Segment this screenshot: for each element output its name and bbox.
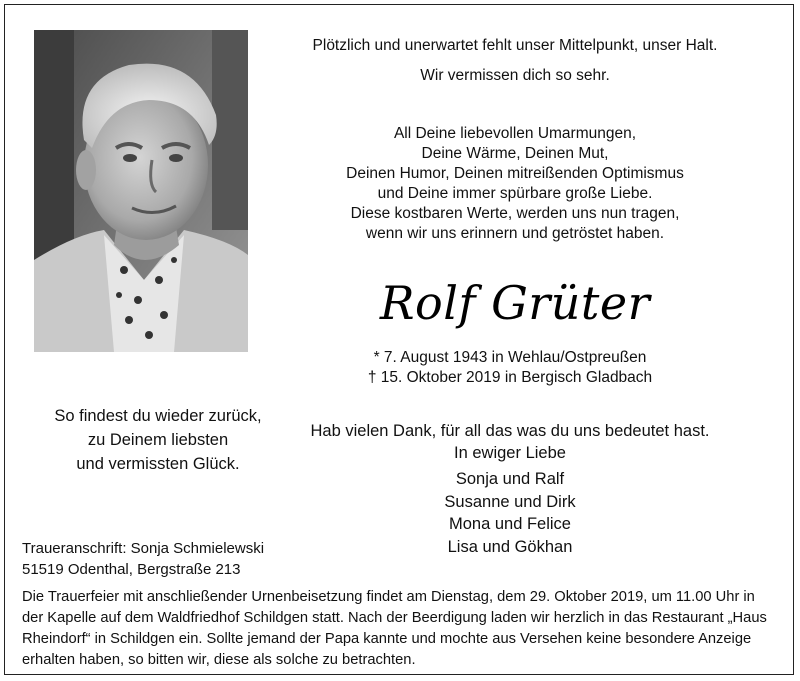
- mourning-address: [22, 538, 264, 580]
- portrait-illustration: [34, 30, 248, 352]
- death-date: † 15. Oktober 2019 in Bergisch Gladbach: [367, 369, 653, 386]
- verse-line: All Deine liebevollen Umarmungen,: [393, 125, 637, 142]
- address-line: Traueranschrift: Sonja Schmielewski: [22, 540, 265, 557]
- notice-line: Rheindorf“ in Schildgen ein. Sollte jemand der Papa kannte und mochte aus Versehen keine besondere Anzeige: [22, 631, 752, 647]
- memorial-poem: [18, 404, 298, 476]
- mourner-names: Lisa und Gökhan: [447, 537, 573, 556]
- funeral-notice: [22, 587, 774, 671]
- life-dates: [340, 348, 680, 388]
- opening-verse: [300, 36, 730, 86]
- thanks-line: In ewiger Liebe: [454, 444, 566, 462]
- tribute-verse: [300, 124, 730, 244]
- verse-line: Plötzlich und unerwartet fehlt unser Mittelpunkt, unser Halt.: [312, 37, 718, 54]
- poem-line: und vermissten Glück.: [76, 455, 240, 473]
- verse-line: Deinen Humor, Deinen mitreißenden Optimismus: [346, 165, 684, 182]
- poem-line: zu Deinem liebsten: [87, 431, 229, 449]
- mourner-names: Sonja und Ralf: [455, 470, 565, 488]
- address-line: 51519 Odenthal, Bergstraße 213: [22, 561, 241, 578]
- notice-line: Die Trauerfeier mit anschließender Urnenbeisetzung findet am Dienstag, dem 29. Oktober 2019, um 11.00 Uhr in: [22, 589, 755, 605]
- birth-date: * 7. August 1943 in Wehlau/Ostpreußen: [373, 349, 647, 366]
- thanks-text: [290, 420, 730, 464]
- poem-line: So findest du wieder zurück,: [54, 407, 262, 425]
- verse-line: wenn wir uns erinnern und getröstet haben.: [365, 225, 665, 242]
- verse-line: Wir vermissen dich so sehr.: [420, 67, 610, 84]
- mourner-names: Susanne und Dirk: [444, 492, 576, 511]
- verse-line: und Deine immer spürbare große Liebe.: [377, 185, 653, 202]
- notice-line: erhalten haben, so bitten wir, diese als solche zu betrachten.: [22, 652, 416, 668]
- notice-line: der Kapelle auf dem Waldfriedhof Schildgen statt. Nach der Beerdigung laden wir herzlich in das Restaurant „Haus: [22, 610, 767, 626]
- thanks-line: Hab vielen Dank, für all das was du uns bedeutet hast.: [310, 422, 710, 440]
- verse-line: Diese kostbaren Werte, werden uns nun tragen,: [350, 205, 680, 222]
- mourners-list: [380, 468, 640, 558]
- portrait-photo: [34, 30, 248, 352]
- verse-line: Deine Wärme, Deinen Mut,: [421, 145, 609, 162]
- deceased-name: Rolf Grüter: [379, 276, 651, 330]
- mourner-names: Mona und Felice: [449, 515, 571, 533]
